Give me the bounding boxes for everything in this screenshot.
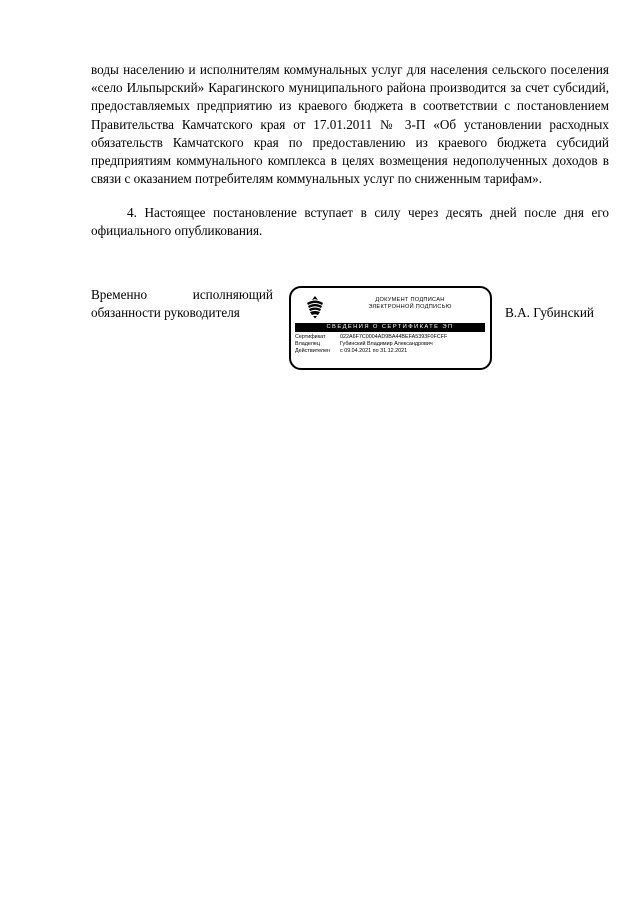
signer-name: В.А. Губинский <box>505 305 594 320</box>
body-paragraph-continuation: воды населению и исполнителям коммунальных услуг для населения сельского поселения «село Ильпырский» Карагинского муниципального района производится за счет субсидий, предоставляемых предприятию из краевого бюджета в соответствии с постановлением Правительства Камчатского края от 17.01.2011 № 3-П «Об установлении расходных обязательств Камчатского края по предоставлению из краевого бюджета субсидий предприятиям коммунального комплекса в целях возмещения недополученных доходов в связи с оказанием потребителям коммунальных услуг по сниженным тарифам». <box>91 62 609 187</box>
stamp-validity-row <box>295 348 407 355</box>
stamp-certificate-row <box>295 334 447 341</box>
validity-value: с 09.04.2021 по 31.12.2021 <box>340 348 408 354</box>
owner-label: Владелец <box>295 341 320 347</box>
electronic-signature-stamp <box>289 286 492 370</box>
validity-label: Действителен <box>295 348 331 354</box>
stamp-title <box>335 297 485 311</box>
stamp-header-bar: СВЕДЕНИЯ О СЕРТИФИКАТЕ ЭП <box>295 323 485 332</box>
stamp-title-line-2: ЭЛЕКТРОННОЙ ПОДПИСЬЮ <box>368 304 452 310</box>
stamp-owner-row <box>295 341 433 348</box>
owner-value: Губинский Владимир Александрович <box>340 341 433 347</box>
signer-position-line-2: обязанности руководителя <box>91 305 240 320</box>
certificate-value: 022A6F7C0004AD9BA44BEFA5393F0FCFF <box>340 334 448 340</box>
certificate-label: Сертификат <box>295 334 326 340</box>
coat-of-arms-icon <box>304 295 326 319</box>
stamp-title-line-1: ДОКУМЕНТ ПОДПИСАН <box>375 297 445 303</box>
body-paragraph-effective-date: 4. Настоящее постановление вступает в силу через десять дней после дня его официального опубликования. <box>91 205 609 239</box>
signer-position-line-1: Временно исполняющий <box>91 287 273 302</box>
